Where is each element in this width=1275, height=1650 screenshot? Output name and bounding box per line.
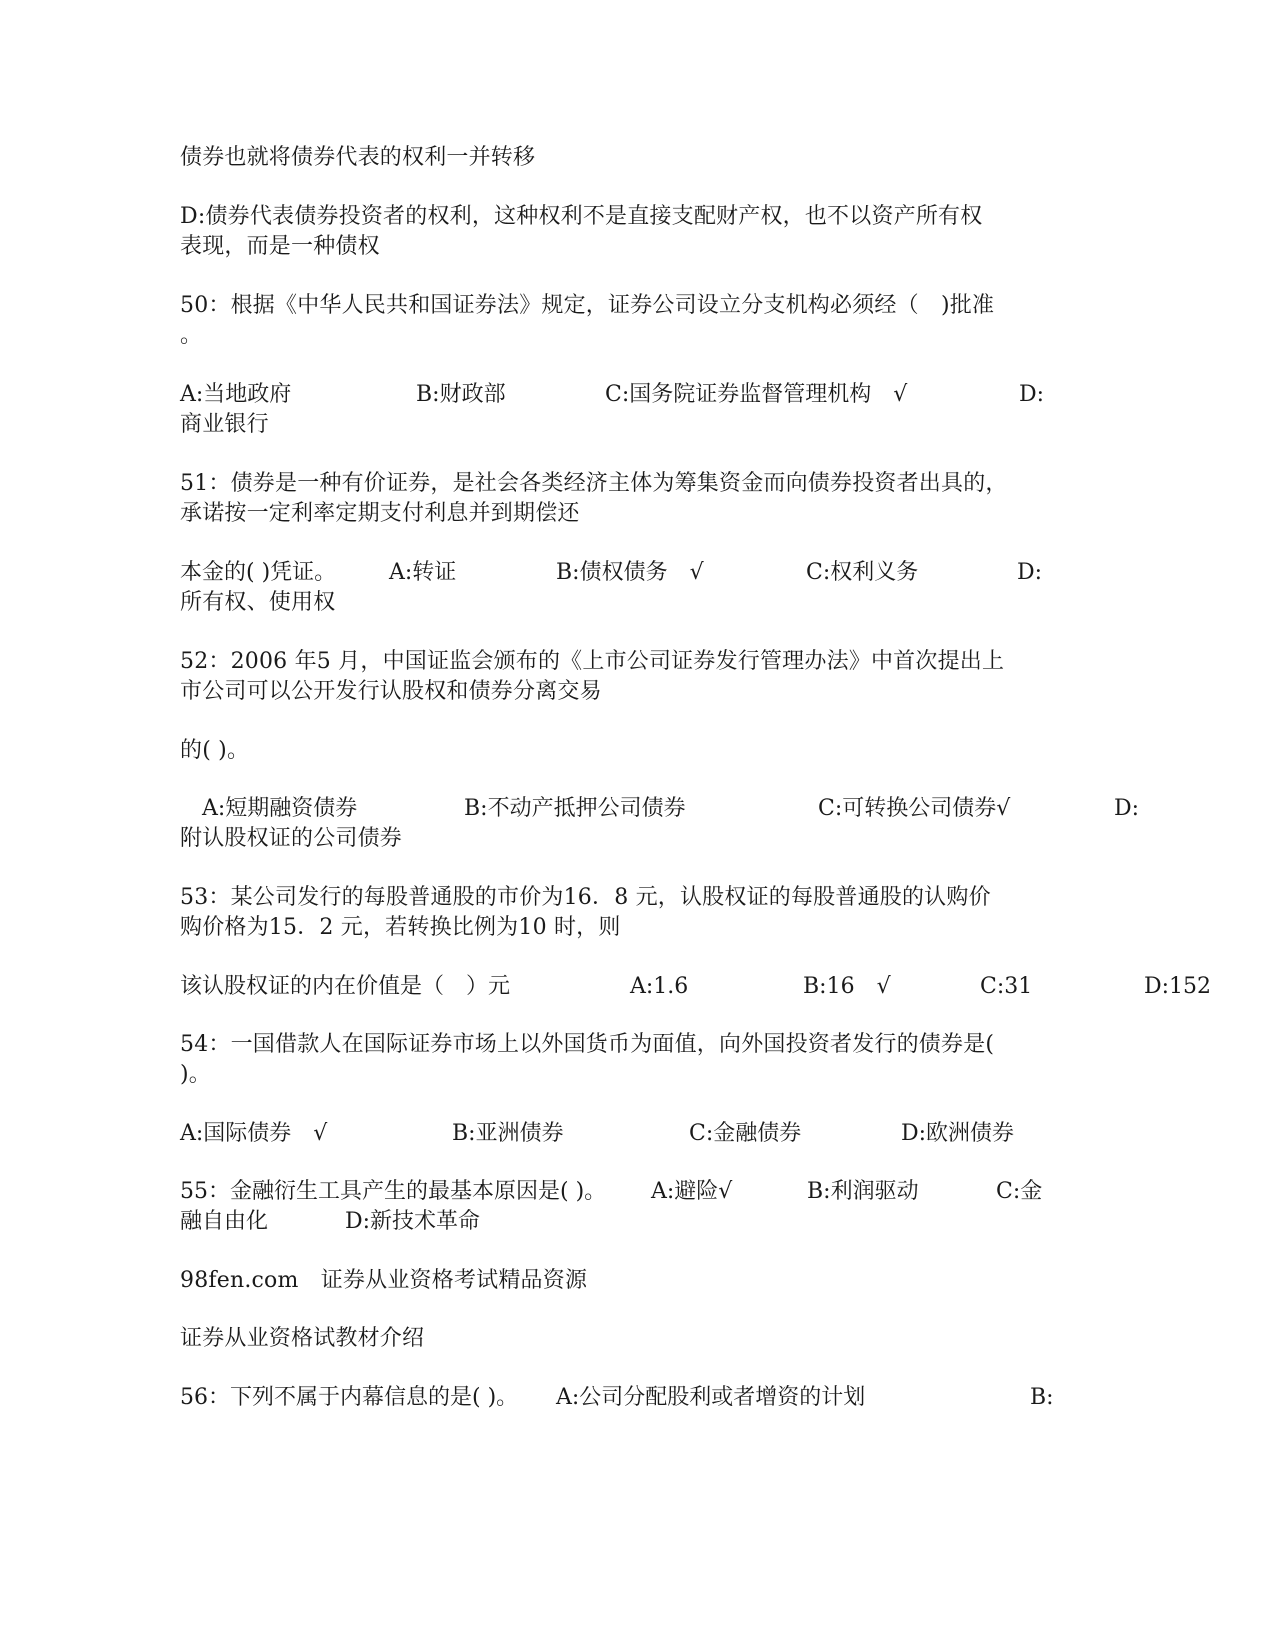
option-d: D: [1017, 560, 1043, 585]
option-a: A:公司分配股利或者增资的计划 [556, 1385, 866, 1410]
option-a: A:1.6 [630, 974, 689, 999]
question-53: 53：某公司发行的每股普通股的市价为16．8 元，认股权证的每股普通股的认购价 [180, 885, 991, 910]
option-b: B:债权债务 √ [556, 560, 704, 585]
text-line: 商业银行 [180, 412, 269, 437]
option-a: A:国际债券 √ [180, 1121, 328, 1146]
question-52: 52：2006 年5 月，中国证监会颁布的《上市公司证券发行管理办法》中首次提出上 [180, 649, 1005, 674]
question-stem: 本金的( )凭证。 [180, 560, 337, 585]
option-b: B:16 √ [803, 974, 891, 999]
site-promo-line: 98fen.com 证券从业资格考试精品资源 [180, 1268, 588, 1293]
option-d: D:152 [1144, 974, 1212, 999]
option-a: A:转证 [389, 560, 457, 585]
text-line: D:债券代表债券投资者的权利，这种权利不是直接支配财产权，也不以资产所有权 [180, 204, 983, 229]
option-c: C:金融债券 [689, 1121, 802, 1146]
text-line: 的( )。 [180, 738, 250, 763]
option-a: A:短期融资债券 [202, 796, 358, 821]
option-a: A:避险√ [651, 1179, 733, 1204]
question-51: 51：债券是一种有价证券，是社会各类经济主体为筹集资金而向债券投资者出具的， [180, 471, 1008, 496]
text-line: )。 [180, 1062, 211, 1087]
option-c: C:可转换公司债券√ [818, 796, 1011, 821]
option-c: C:权利义务 [806, 560, 919, 585]
option-d: D: [1114, 796, 1140, 821]
option-b: B:亚洲债券 [452, 1121, 564, 1146]
option-b: B:利润驱动 [807, 1179, 919, 1204]
text-line: 购价格为15．2 元，若转换比例为10 时，则 [180, 915, 621, 940]
option-a: A:当地政府 [180, 382, 292, 407]
text-line: 所有权、使用权 [180, 590, 336, 615]
question-54: 54：一国借款人在国际证券市场上以外国货币为面值，向外国投资者发行的债券是( [180, 1032, 995, 1057]
option-d: D:欧洲债券 [901, 1121, 1015, 1146]
option-b: B:不动产抵押公司债券 [464, 796, 686, 821]
question-stem: 该认股权证的内在价值是（ ）元 [180, 974, 511, 999]
option-b: B: [1030, 1385, 1054, 1410]
text-line: 市公司可以公开发行认股权和债券分离交易 [180, 679, 602, 704]
option-d: D:新技术革命 [345, 1209, 481, 1234]
question-55: 55：金融衍生工具产生的最基本原因是( )。 [180, 1179, 607, 1204]
section-heading: 证券从业资格试教材介绍 [180, 1326, 425, 1351]
text-line: 承诺按一定利率定期支付利息并到期偿还 [180, 501, 580, 526]
text-line: 。 [180, 323, 203, 348]
option-c: C:31 [980, 974, 1033, 999]
text-line: 融自由化 [180, 1209, 269, 1234]
option-b: B:财政部 [416, 382, 506, 407]
text-line: 表现，而是一种债权 [180, 234, 380, 259]
option-d: D: [1019, 382, 1045, 407]
option-c: C:金 [996, 1179, 1043, 1204]
text-line: 债券也就将债券代表的权利一并转移 [180, 145, 536, 170]
question-56: 56：下列不属于内幕信息的是( )。 [180, 1385, 519, 1410]
option-c: C:国务院证券监督管理机构 √ [605, 382, 908, 407]
text-line: 附认股权证的公司债券 [180, 826, 403, 851]
question-50: 50：根据《中华人民共和国证券法》规定，证券公司设立分支机构必须经（ )批准 [180, 293, 995, 318]
